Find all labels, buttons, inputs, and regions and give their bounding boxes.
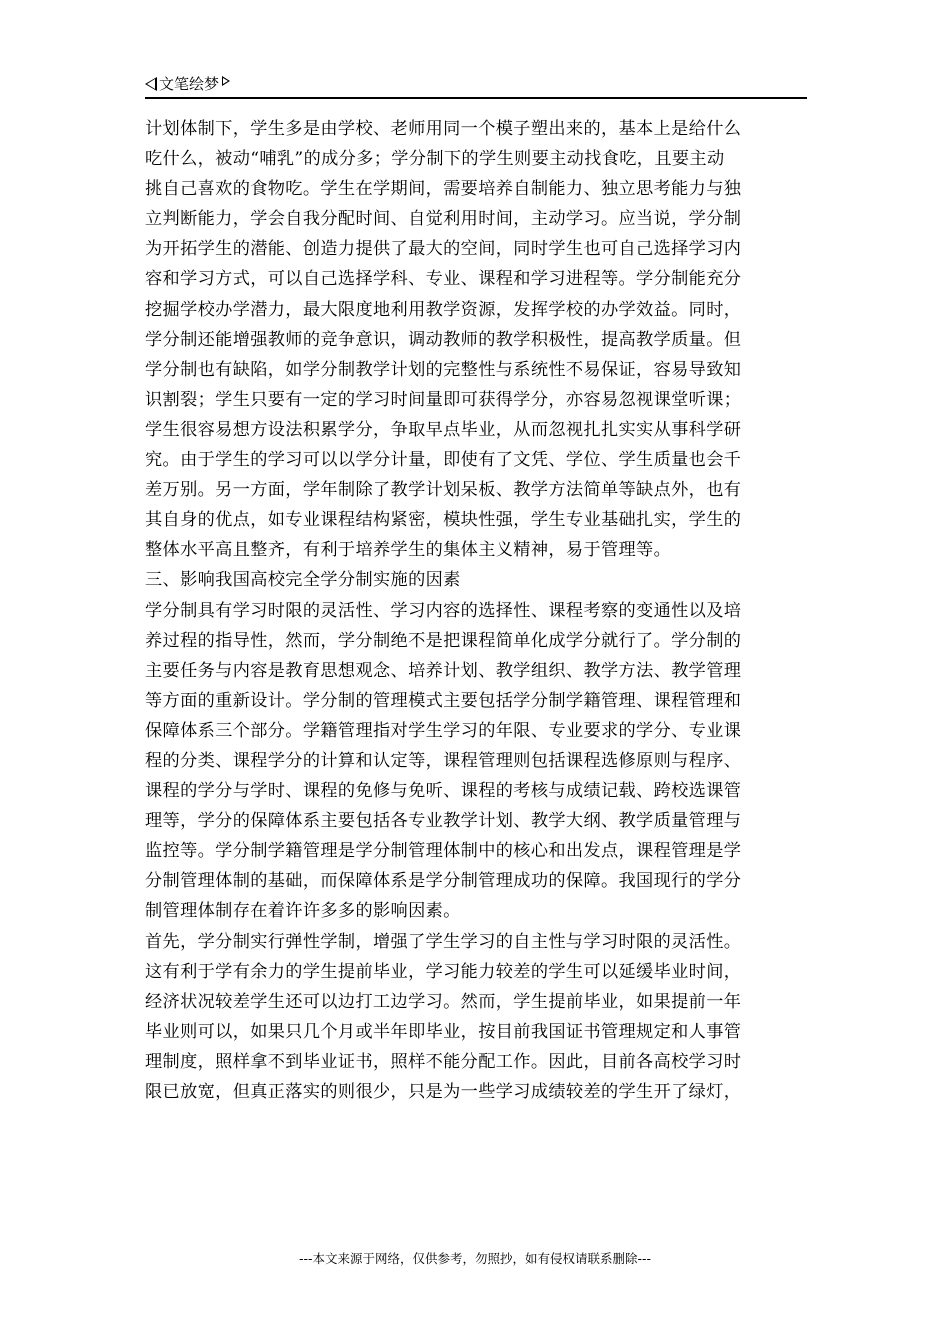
text-line: 主要任务与内容是教育思想观念、培养计划、教学组织、教学方法、教学管理 <box>145 660 742 681</box>
text-line: 挖掘学校办学潜力，最大限度地利用教学资源，发挥学校的办学效益。同时， <box>145 299 742 320</box>
text-line: 究。由于学生的学习可以以学分计量，即使有了文凭、学位、学生质量也会千 <box>145 450 742 471</box>
page-footer: ---本文来源于网络，仅供参考，勿照抄，如有侵权请联系删除--- <box>298 1251 652 1266</box>
text-line: 学分制具有学习时限的灵活性、学习内容的选择性、课程考察的变通性以及培 <box>145 600 742 621</box>
right-triangle-icon <box>222 76 230 86</box>
text-line: 毕业则可以，如果只几个月或半年即毕业，按目前我国证书管理规定和人事管 <box>145 1021 742 1042</box>
text-line: 为开拓学生的潜能、创造力提供了最大的空间，同时学生也可自己选择学习内 <box>145 239 742 260</box>
body-text <box>145 114 807 1107</box>
section-heading: 三、影响我国高校完全学分制实施的因素 <box>145 570 461 591</box>
text-line: 分制管理体制的基础，而保障体系是学分制管理成功的保障。我国现行的学分 <box>145 871 742 892</box>
text-line: 保障体系三个部分。学籍管理指对学生学习的年限、专业要求的学分、专业课 <box>145 720 742 741</box>
text-line: 限已放宽，但真正落实的则很少，只是为一些学习成绩较差的学生开了绿灯， <box>145 1082 742 1102</box>
text-line: 整体水平高且整齐，有利于培养学生的集体主义精神，易于管理等。 <box>145 540 672 561</box>
text-line: 养过程的指导性，然而，学分制绝不是把课程简单化成学分就行了。学分制的 <box>145 630 742 651</box>
text-line: 经济状况较差学生还可以边打工边学习。然而，学生提前毕业，如果提前一年 <box>145 991 742 1012</box>
text-line: 学分制也有缺陷，如学分制教学计划的完整性与系统性不易保证，容易导致知 <box>145 359 742 380</box>
text-line: 课程的学分与学时、课程的免修与免听、课程的考核与成绩记载、跨校选课管 <box>145 781 742 802</box>
header-title: 文笔绘梦 <box>159 75 220 93</box>
text-line: 其自身的优点，如专业课程结构紧密，模块性强，学生专业基础扎实，学生的 <box>145 510 742 531</box>
text-line: 挑自己喜欢的食物吃。学生在学期间，需要培养自制能力、独立思考能力与独 <box>145 179 742 200</box>
text-line: 首先，学分制实行弹性学制，增强了学生学习的自主性与学习时限的灵活性。 <box>145 931 742 952</box>
text-line: 立判断能力，学会自我分配时间、自觉利用时间，主动学习。应当说，学分制 <box>145 209 742 230</box>
text-line: 容和学习方式，可以自己选择学科、专业、课程和学习进程等。学分制能充分 <box>145 269 742 290</box>
text-line: 计划体制下，学生多是由学校、老师用同一个模子塑出来的，基本上是给什么 <box>145 119 742 139</box>
text-line: 学生很容易想方设法积累学分，争取早点毕业，从而忽视扎扎实实从事科学研 <box>145 419 742 440</box>
text-line: 理等，学分的保障体系主要包括各专业教学计划、教学大纲、教学质量管理与 <box>145 811 742 832</box>
page-header <box>145 73 807 99</box>
left-triangle-icon <box>145 77 157 91</box>
header-inner <box>145 73 807 95</box>
text-line: 吃什么，被动“哺乳”的成分多；学分制下的学生则要主动找食吃，且要主动 <box>145 149 725 170</box>
text-line: 识割裂；学生只要有一定的学习时间量即可获得学分，亦容易忽视课堂听课； <box>145 389 742 410</box>
text-line: 等方面的重新设计。学分制的管理模式主要包括学分制学籍管理、课程管理和 <box>145 690 742 711</box>
text-line: 差万别。另一方面，学年制除了教学计划呆板、教学方法简单等缺点外，也有 <box>145 480 742 501</box>
text-line: 学分制还能增强教师的竞争意识，调动教师的教学积极性，提高教学质量。但 <box>145 329 742 350</box>
text-line: 这有利于学有余力的学生提前毕业，学习能力较差的学生可以延缓毕业时间， <box>145 961 742 982</box>
text-line: 制管理体制存在着许许多多的影响因素。 <box>145 901 461 922</box>
text-line: 监控等。学分制学籍管理是学分制管理体制中的核心和出发点，课程管理是学 <box>145 841 742 862</box>
text-line: 理制度，照样拿不到毕业证书，照样不能分配工作。因此，目前各高校学习时 <box>145 1051 742 1072</box>
text-line: 程的分类、课程学分的计算和认定等，课程管理则包括课程选修原则与程序、 <box>145 750 742 771</box>
